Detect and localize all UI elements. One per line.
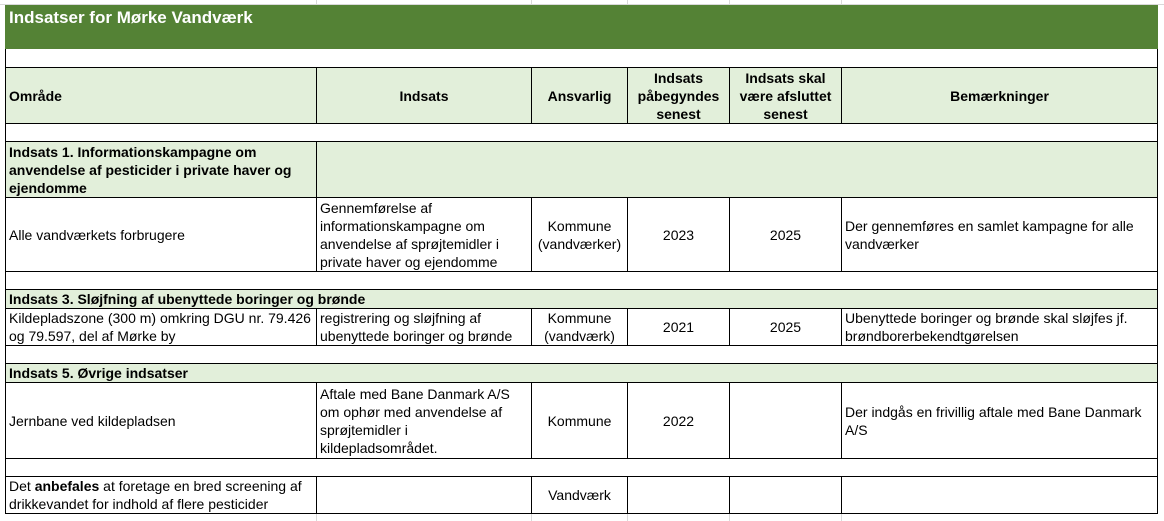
cell-start[interactable]: 2022	[628, 383, 730, 459]
header-end[interactable]: Indsats skal være afsluttet senest	[730, 68, 842, 124]
cell-area[interactable]: Alle vandværkets forbrugere	[6, 198, 317, 272]
empty-row[interactable]	[6, 346, 1158, 364]
actions-table	[5, 5, 1158, 514]
text-run: Det	[9, 478, 35, 494]
cell-remarks[interactable]: Der gennemføres en samlet kampagne for alle vandværker	[842, 198, 1158, 272]
cell-area[interactable]	[6, 477, 317, 514]
empty-row[interactable]	[6, 49, 1158, 68]
cell-responsible[interactable]: Kommune (vandværk)	[532, 309, 628, 346]
cell-action[interactable]: Gennemførelse af informationskampagne om anvendelse af sprøjtemidler i private haver og ejendomme	[317, 198, 532, 272]
empty-row[interactable]	[6, 272, 1158, 290]
cell-area[interactable]: Kildepladszone (300 m) omkring DGU nr. 79.426 og 79.597, del af Mørke by	[6, 309, 317, 346]
header-remarks[interactable]: Bemærkninger	[842, 68, 1158, 124]
cell-action[interactable]: registrering og sløjfning af ubenyttede boringer og brønde	[317, 309, 532, 346]
cell-remarks[interactable]: Der indgås en frivillig aftale med Bane Danmark A/S	[842, 383, 1158, 459]
cell-end[interactable]	[730, 477, 842, 514]
section-fill[interactable]	[317, 142, 1158, 198]
header-responsible[interactable]: Ansvarlig	[532, 68, 628, 124]
cell-responsible[interactable]: Kommune (vandværker)	[532, 198, 628, 272]
section-heading[interactable]: Indsats 1. Informationskampagne om anvendelse af pesticider i private haver og ejendomme	[6, 142, 317, 198]
cell-start[interactable]	[628, 477, 730, 514]
sheet-title[interactable]: Indsatser for Mørke Vandværk	[6, 6, 1158, 49]
cell-remarks[interactable]: Ubenyttede boringer og brønde skal sløjfes jf. brøndborerbekendtgørelsen	[842, 309, 1158, 346]
empty-row[interactable]	[6, 459, 1158, 477]
cell-action[interactable]: Aftale med Bane Danmark A/S om ophør med anvendelse af sprøjtemidler i kildepladsområdet.	[317, 383, 532, 459]
empty-row[interactable]	[6, 124, 1158, 142]
emphasis-text: anbefales	[34, 478, 100, 494]
spreadsheet	[5, 5, 1158, 514]
cell-responsible[interactable]: Kommune	[532, 383, 628, 459]
header-action[interactable]: Indsats	[317, 68, 532, 124]
cell-start[interactable]: 2021	[628, 309, 730, 346]
section-heading[interactable]: Indsats 5. Øvrige indsatser	[6, 364, 1158, 383]
section-heading[interactable]: Indsats 3. Sløjfning af ubenyttede boringer og brønde	[6, 290, 1158, 309]
cell-start[interactable]: 2023	[628, 198, 730, 272]
text-run: at foretage en bred screening af drikkevandet for indhold af flere pesticider	[9, 478, 302, 512]
header-start[interactable]: Indsats påbegyndes senest	[628, 68, 730, 124]
cell-end[interactable]: 2025	[730, 198, 842, 272]
cell-end[interactable]: 2025	[730, 309, 842, 346]
cell-remarks[interactable]	[842, 477, 1158, 514]
cell-area[interactable]: Jernbane ved kildepladsen	[6, 383, 317, 459]
header-area[interactable]: Område	[6, 68, 317, 124]
cell-action[interactable]	[317, 477, 532, 514]
cell-responsible[interactable]: Vandværk	[532, 477, 628, 514]
cell-end[interactable]	[730, 383, 842, 459]
